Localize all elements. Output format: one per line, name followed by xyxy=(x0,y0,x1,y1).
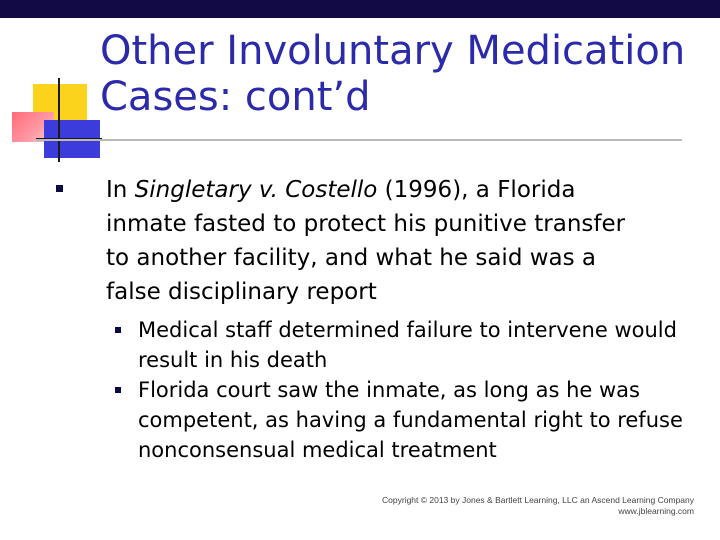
sub-bullet-item xyxy=(113,315,683,375)
decorative-vertical-line xyxy=(58,78,60,162)
square-bullet-icon xyxy=(115,387,121,393)
main-bullet-prefix: In xyxy=(106,177,135,203)
square-bullet-icon xyxy=(56,185,63,192)
sub-bullet-text: Medical staff determined failure to intervene would result in his death xyxy=(138,318,677,372)
website-line: www.jblearning.com xyxy=(618,506,694,516)
top-banner xyxy=(0,0,720,18)
main-bullet-text xyxy=(106,173,636,309)
main-bullet xyxy=(56,173,636,309)
copyright-line: Copyright © 2013 by Jones & Bartlett Learning, LLC an Ascend Learning Company xyxy=(382,495,694,505)
title-divider xyxy=(36,139,682,141)
sub-bullet-item xyxy=(113,375,683,465)
main-bullet-body: (1996), a Florida inmate fasted to protect his punitive transfer to another facility, and what he said was a false disciplinary report xyxy=(106,177,626,305)
square-bullet-icon xyxy=(115,327,121,333)
copyright-notice xyxy=(382,495,694,517)
sub-bullet-list xyxy=(113,315,683,465)
sub-bullet-text: Florida court saw the inmate, as long as he was competent, as having a fundamental right to refuse nonconsensual medical treatment xyxy=(138,378,683,462)
case-name: Singletary v. Costello xyxy=(134,177,378,203)
slide-title: Other Involuntary Medication Cases: cont’d xyxy=(100,28,686,120)
